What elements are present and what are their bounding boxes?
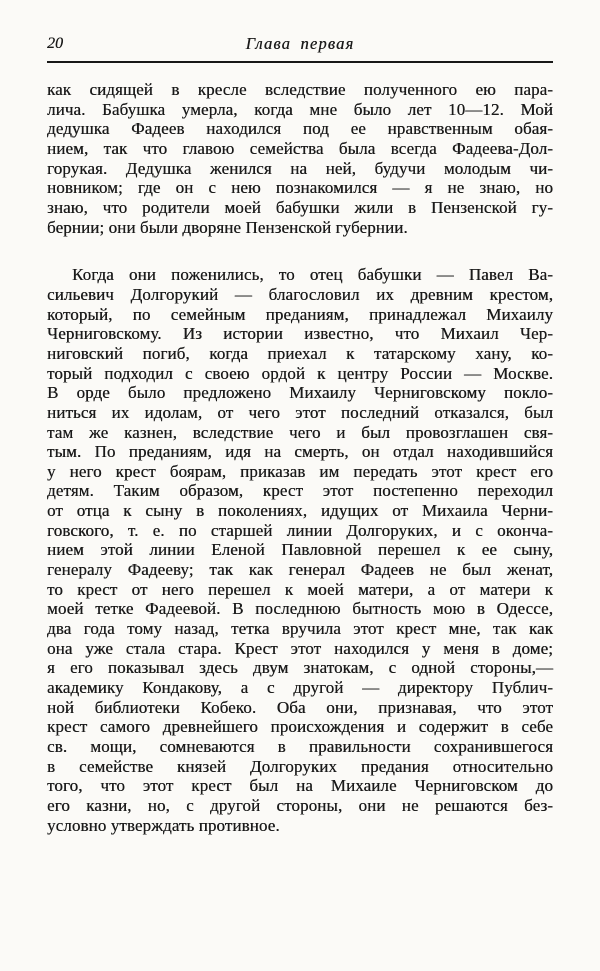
- text-line: новником; где он с нею познакомился — я не знаю, но: [47, 178, 553, 198]
- text-line: нием этой линии Еленой Павловной перешел к ее сыну,: [47, 540, 553, 560]
- text-line: говского, т. е. по старшей линии Долгоруких, и с оконча-: [47, 520, 553, 540]
- text-line: как сидящей в кресле вследствие полученного ею пара-: [47, 80, 553, 99]
- text-line: бернии; они были дворяне Пензенской губернии.: [47, 217, 408, 237]
- text-line: торый подходил с своею ордой к центру России — Москве.: [47, 363, 553, 383]
- text-line: нием, так что главою семейства была всегда Фадеева-Дол-: [47, 138, 553, 158]
- text-line: его казни, но, с другой стороны, они не решаются без-: [47, 795, 553, 815]
- paragraph: [47, 80, 553, 237]
- text-line: знаю, что родители моей бабушки жили в Пензенской гу-: [47, 197, 553, 217]
- text-line: условно утверждать противное.: [47, 815, 280, 835]
- text-line: два года тому назад, тетка вручила этот крест мне, так как: [47, 619, 553, 639]
- page-header: [47, 34, 553, 71]
- chapter-title: Глава первая: [245, 34, 355, 53]
- text-line: дедушка Фадеев находился под ее нравственным обая-: [47, 119, 553, 139]
- text-line: детям. Таким образом, крест этот постепенно переходил: [47, 481, 553, 501]
- text-line: у него крест боярам, приказав им передать этот крест его: [47, 461, 553, 481]
- text-line: генералу Фадееву; так как генерал Фадеев не был женат,: [47, 560, 553, 580]
- text-line: который, по семейным преданиям, принадлежал Михаилу: [47, 304, 553, 324]
- text-line: я его показывал здесь двум знатокам, с одной стороны,—: [47, 658, 553, 678]
- header-row: [47, 34, 553, 57]
- text-line: в семействе князей Долгоруких предания относительно: [47, 756, 553, 776]
- text-line: Когда они поженились, то отец бабушки — Павел Ва-: [72, 265, 553, 285]
- text-line: от отца к сыну в поколениях, идущих от Михаила Черни-: [47, 501, 553, 521]
- text-line: там же казнен, вследствие чего и был провозглашен свя-: [47, 422, 553, 442]
- text-line: академику Кондакову, а с другой — директору Публич-: [47, 678, 553, 698]
- text-line: сильевич Долгорукий — благословил их древним крестом,: [47, 284, 553, 304]
- text-line: того, что этот крест был на Михаиле Черниговском до: [47, 776, 553, 796]
- text-line: то крест от него перешел к моей матери, а от матери к: [47, 579, 553, 599]
- text-line: ной библиотеки Кобеко. Оба они, признавая, что этот: [47, 697, 553, 717]
- text-line: Черниговскому. Из истории известно, что Михаил Чер-: [47, 324, 553, 344]
- page-number: 20: [47, 35, 63, 52]
- text-line: ниться их идолам, от чего этот последний отказался, был: [47, 402, 553, 422]
- text-line: она уже стала стара. Крест этот находился у меня в доме;: [47, 638, 553, 658]
- text-line: тым. По преданиям, идя на смерть, он отдал находившийся: [47, 442, 553, 462]
- text-line: горукая. Дедушка женился на ней, будучи молодым чи-: [47, 158, 553, 178]
- paragraph: [47, 265, 553, 835]
- text-block: [47, 80, 553, 835]
- text-line: моей тетке Фадеевой. В последнюю бытность мою в Одессе,: [47, 599, 553, 619]
- header-rule: [47, 61, 553, 63]
- text-line: св. мощи, сомневаются в правильности сохранившегося: [47, 737, 553, 756]
- text-line: В орде было предложено Михаилу Черниговскому покло-: [47, 383, 553, 403]
- text-line: лича. Бабушка умерла, когда мне было лет 10—12. Мой: [47, 99, 553, 119]
- text-line: крест самого древнейшего происхождения и содержит в себе: [47, 717, 553, 737]
- text-line: ниговский погиб, когда приехал к татарскому хану, ко-: [47, 343, 553, 363]
